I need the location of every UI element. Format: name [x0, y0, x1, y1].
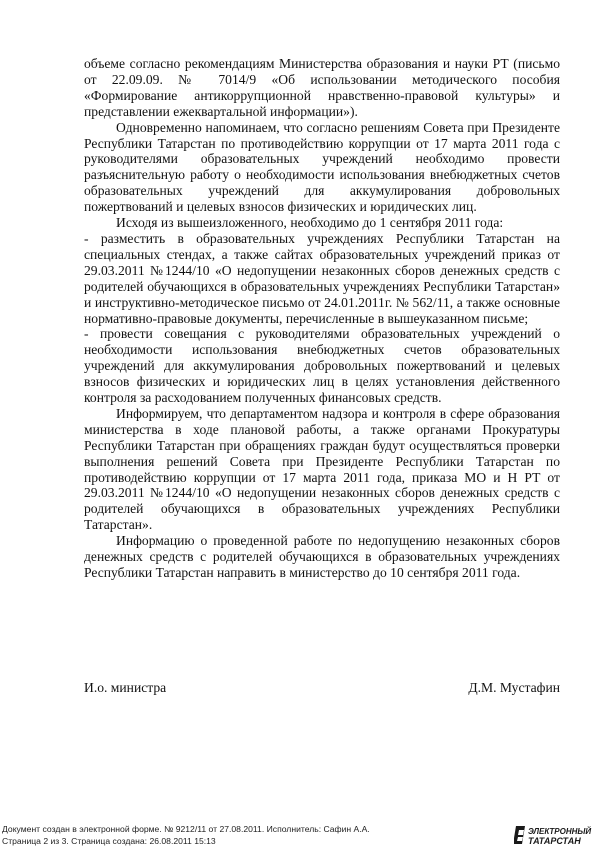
paragraph-7: Информацию о проведенной работе по недопущению незаконных сборов денежных средств с родителей обучающихся в образовательных учреждениях Республики Татарстан направить в министерство до 10 сентября 2011 года.	[84, 533, 560, 580]
document-body	[84, 56, 560, 581]
paragraph-3: Исходя из вышеизложенного, необходимо до 1 сентября 2011 года:	[116, 215, 504, 231]
paragraph-4: - разместить в образовательных учреждениях Республики Татарстан на специальных стендах, а также сайтах образовательных учреждений приказ от 29.03.2011 №1244/10 «О недопущении незаконных сборов денежных средств с родителей обучающихся в образовательных учреждениях Республики Татарстан» и инструктивно-методическое письмо от 24.01.2011г. № 562/11, а также основные нормативно-правовые документы, перечисленные в вышеуказанном письме;	[84, 230, 560, 326]
page-footer	[0, 820, 600, 849]
paragraph-5: - провести совещания с руководителями образовательных учреждений о необходимости использования внебюджетных счетов образовательных учреждений для аккумулирования добровольных пожертвований и целевых взносов физических и юридических лиц в целях установления действенного контроля за расходованием полученных финансовых средств.	[84, 326, 560, 406]
footer-page-info: Страница 2 из 3. Страница создана: 26.08.2011 15:13	[2, 835, 216, 846]
logo-text-line1: ЭЛЕКТРОННЫЙ	[528, 827, 592, 836]
footer-document-info: Документ создан в электронной форме. № 9212/11 от 27.08.2011. Исполнитель: Сафин А.А.	[2, 824, 370, 834]
paragraph-1: объеме согласно рекомендациям Министерства образования и науки РТ (письмо от 22.09.09. № 7014/9 «Об использовании методического пособия «Формирование антикоррупционной нравственно-правовой культуры» и представлении ежеквартальной информации»).	[84, 56, 560, 119]
paragraph-6: Информируем, что департаментом надзора и контроля в сфере образования министерства в ходе плановой работы, а также органами Прокуратуры Республики Татарстан при обращениях граждан будут осуществляться проверки выполнения решений Совета при Президенте Республики Татарстан по противодействию коррупции от 17 марта 2011 года, приказа МО и Н РТ от 29.03.2011 №1244/10 «О недопущении незаконных сборов денежных средств с родителей обучающихся в образовательных учреждениях Республики Татарстан».	[84, 405, 560, 533]
footer-info	[2, 824, 370, 847]
logo-emblem-icon	[514, 826, 525, 844]
logo-text-line2: ТАТАРСТАН	[528, 836, 581, 846]
electronic-tatarstan-logo	[514, 822, 600, 848]
signatory-position: И.о. министра	[84, 680, 167, 695]
signatory-name: Д.М. Мустафин	[468, 680, 560, 695]
paragraph-2: Одновременно напоминаем, что согласно решениям Совета при Президенте Республики Татарстан по противодействию коррупции от 17 марта 2011 года с руководителями образовательных учреждений необходимо провести разъяснительную работу о необходимости использования внебюджетных счетов образовательных учреждений для аккумулирования добровольных пожертвований и целевых взносов физических и юридических лиц.	[84, 119, 560, 215]
